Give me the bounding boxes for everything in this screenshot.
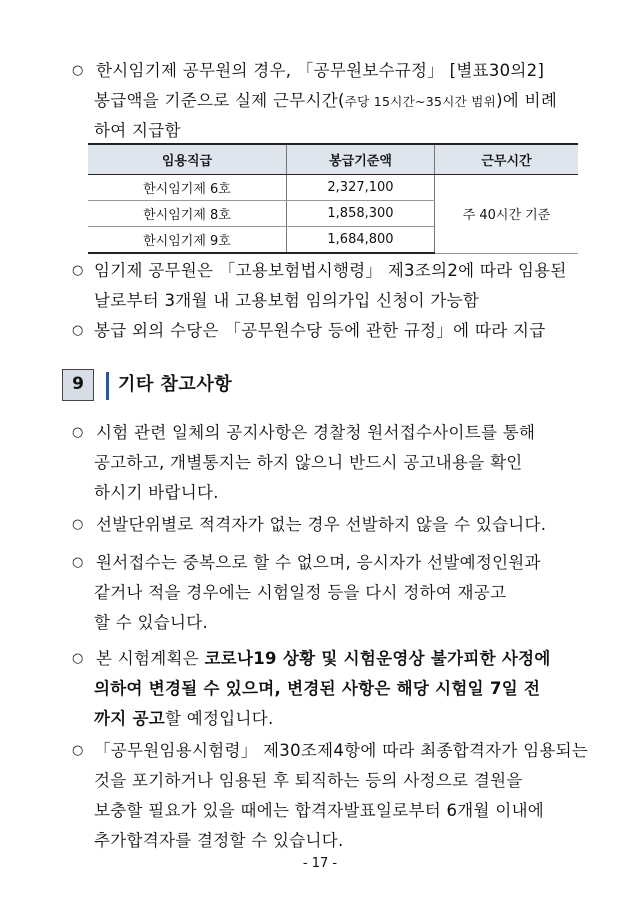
bullet-icon: ○ <box>72 63 84 78</box>
table-cell-amount: 2,327,100 <box>287 175 435 201</box>
table-cell-amount: 1,858,300 <box>287 201 435 227</box>
note-item <box>74 736 594 856</box>
note-text: 같거나 적을 경우에는 시험일정 등을 다시 정하여 재공고 <box>94 583 507 602</box>
note-text: 「공무원임용시험령」 제30조제4항에 따라 최종합격자가 임용되는 <box>94 741 589 760</box>
table-header: 임용직급 <box>88 144 287 175</box>
note-text: 할 수 있습니다. <box>94 613 209 632</box>
paragraph-text: 하여 지급함 <box>94 121 181 140</box>
table-cell-hours: 주 40시간 기준 <box>435 175 579 254</box>
note-text: 보충할 필요가 있을 때에는 합격자발표일로부터 6개월 이내에 <box>94 801 545 820</box>
paragraph-text-small: 주당 15시간~35시간 범위 <box>344 94 497 109</box>
note-text: 것을 포기하거나 임용된 후 퇴직하는 등의 사정으로 결원을 <box>94 771 523 790</box>
bullet-icon: ○ <box>72 743 84 758</box>
page-number: - 17 - <box>302 856 338 871</box>
pay-table <box>88 143 578 254</box>
bullet-icon: ○ <box>72 555 84 570</box>
note-text: 선발단위별로 적격자가 없는 경우 선발하지 않을 수 있습니다. <box>96 515 547 534</box>
note-item <box>74 644 594 734</box>
note-text-bold: 까지 공고 <box>94 709 166 728</box>
note-text: 하시기 바랍니다. <box>94 483 219 502</box>
note-text: 할 예정입니다. <box>165 709 274 728</box>
allowance-paragraph <box>74 316 594 346</box>
insurance-paragraph <box>74 256 594 316</box>
table-cell-grade: 한시임기제 9호 <box>88 227 287 254</box>
table-cell-grade: 한시임기제 8호 <box>88 201 287 227</box>
table-cell-grade: 한시임기제 6호 <box>88 175 287 201</box>
table-header: 봉급기준액 <box>287 144 435 175</box>
table-row <box>88 175 578 201</box>
note-text: 본 시험계획은 <box>96 649 205 668</box>
section-divider <box>106 372 109 400</box>
paragraph-text: 봉급액을 기준으로 실제 근무시간( <box>94 91 345 110</box>
note-text-bold: 의하여 변경될 수 있으며, 변경된 사항은 해당 시험일 7일 전 <box>94 679 541 698</box>
section-number: 9 <box>62 369 94 401</box>
note-text: 추가합격자를 결정할 수 있습니다. <box>94 831 344 850</box>
note-item <box>74 418 594 508</box>
paragraph-text: 한시임기제 공무원의 경우, 「공무원보수규정」 [별표30의2] <box>96 61 545 80</box>
note-text-bold: 코로나19 상황 및 시험운영상 불가피한 사정에 <box>204 649 551 668</box>
bullet-icon: ○ <box>72 651 84 666</box>
bullet-icon: ○ <box>72 323 84 338</box>
note-text: 시험 관련 일체의 공지사항은 경찰청 원서접수사이트를 통해 <box>96 423 536 442</box>
paragraph-text: 날로부터 3개월 내 고용보험 임의가입 신청이 가능함 <box>94 291 480 310</box>
note-text: 원서접수는 중복으로 할 수 없으며, 응시자가 선발예정인원과 <box>96 553 541 572</box>
paragraph-text: )에 비례 <box>496 91 558 110</box>
paragraph-text: 봉급 외의 수당은 「공무원수당 등에 관한 규정」에 따라 지급 <box>94 321 546 340</box>
paragraph-text: 임기제 공무원은 「고용보험법시행령」 제3조의2에 따라 임용된 <box>94 261 567 280</box>
bullet-icon: ○ <box>72 517 84 532</box>
table-cell-amount: 1,684,800 <box>287 227 435 254</box>
table-header: 근무시간 <box>435 144 579 175</box>
bullet-icon: ○ <box>72 425 84 440</box>
note-item <box>74 510 594 540</box>
note-item <box>74 548 594 638</box>
pay-paragraph <box>74 56 594 146</box>
note-text: 공고하고, 개별통지는 하지 않으니 반드시 공고내용을 확인 <box>94 453 523 472</box>
bullet-icon: ○ <box>72 263 84 278</box>
section-title: 기타 참고사항 <box>118 374 233 395</box>
